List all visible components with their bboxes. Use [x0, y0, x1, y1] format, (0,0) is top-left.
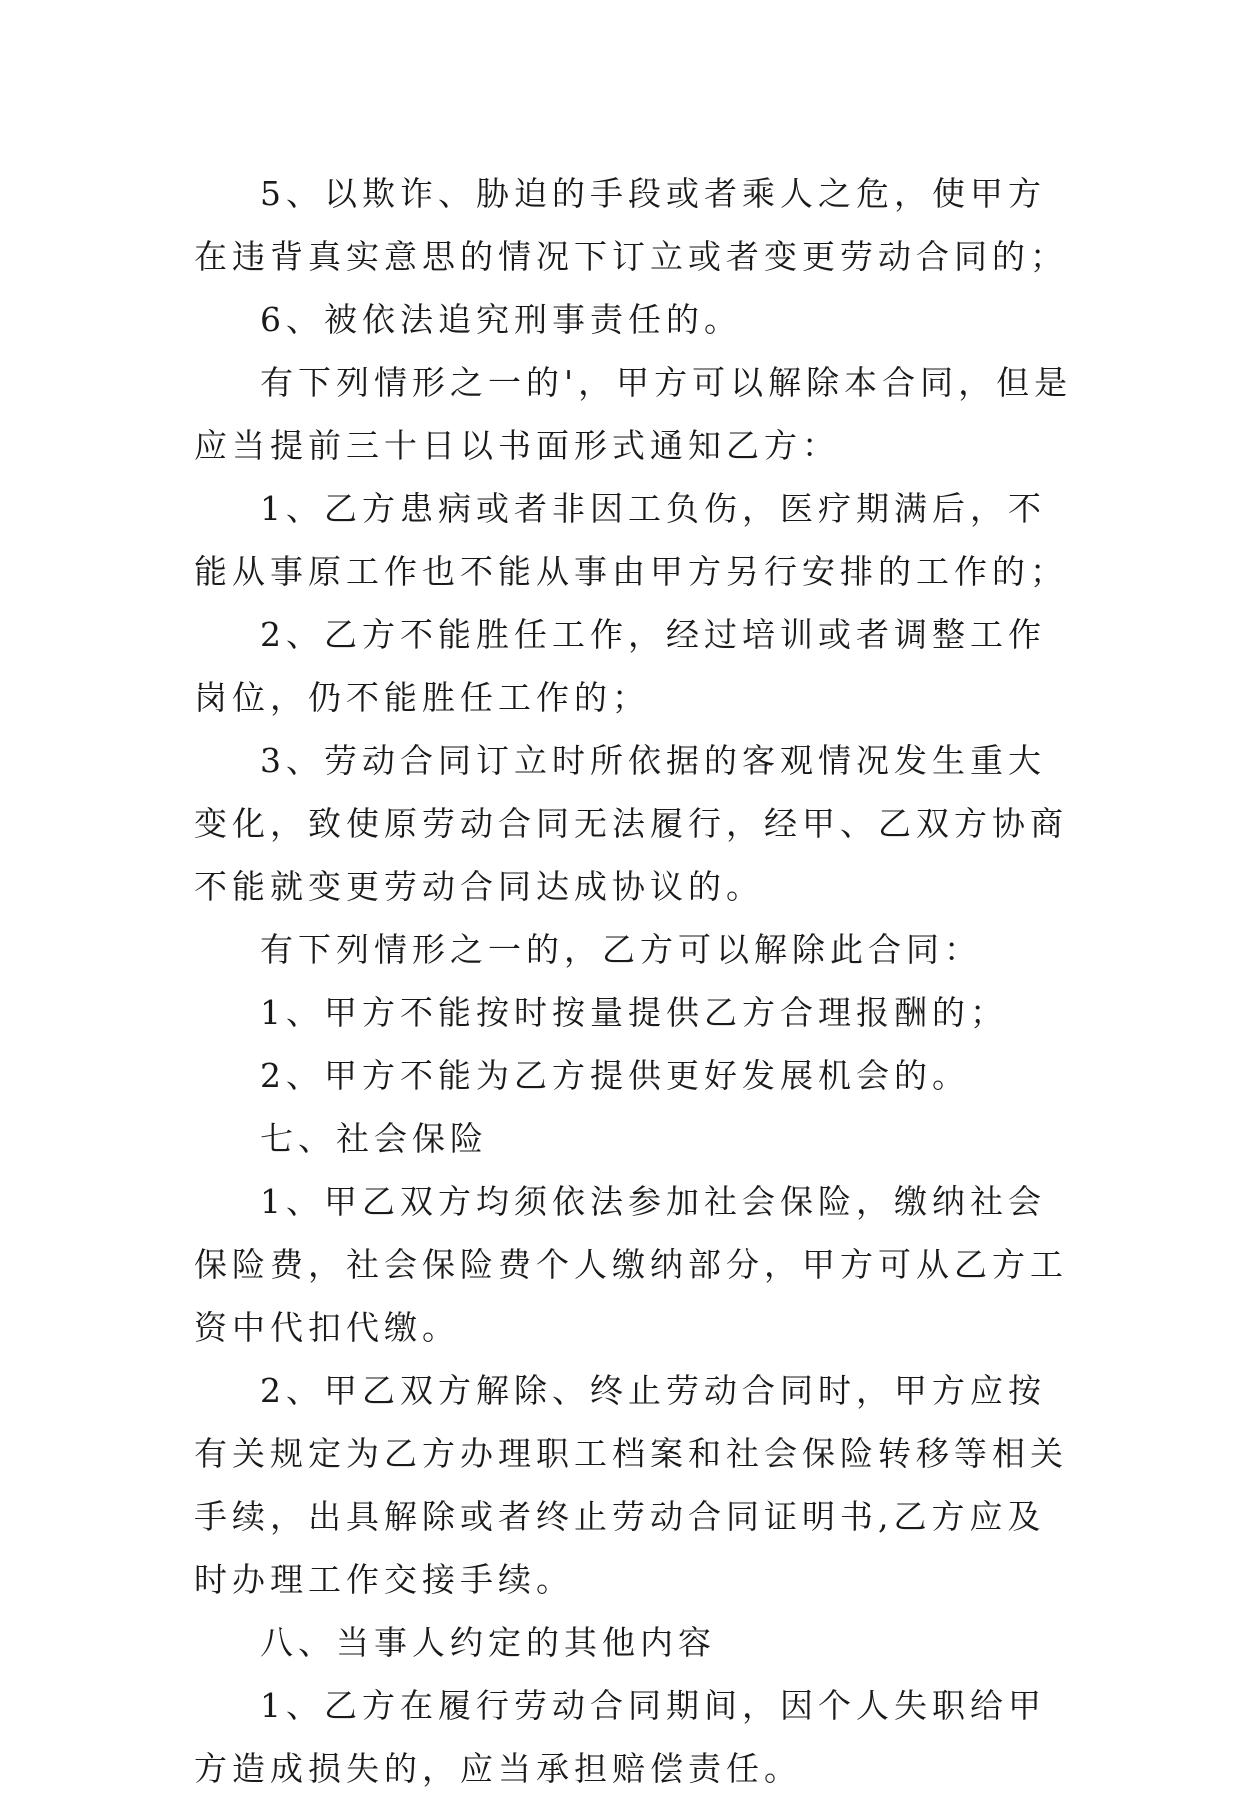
paragraph-insurance-item-1: 1、甲乙双方均须依法参加社会保险，缴纳社会保险费，社会保险费个人缴纳部分，甲方可从乙方工资中代扣代缴。	[194, 1182, 1068, 1347]
paragraph-insurance-item-2: 2、甲乙双方解除、终止劳动合同时，甲方应按有关规定为乙方办理职工档案和社会保险转移等相关手续，出具解除或者终止劳动合同证明书,乙方应及时办理工作交接手续。	[194, 1371, 1068, 1599]
paragraph-employee-termination: 有下列情形之一的，乙方可以解除此合同：	[260, 930, 982, 969]
paragraph-other-item-1: 1、乙方在履行劳动合同期间，因个人失职给甲方造成损失的，应当承担赔偿责任。	[194, 1686, 1046, 1788]
paragraph-notice-item-3: 3、劳动合同订立时所依据的客观情况发生重大变化，致使原劳动合同无法履行，经甲、乙双方协商不能就变更劳动合同达成协议的。	[194, 741, 1068, 906]
paragraph-clause-6: 6、被依法追究刑事责任的。	[260, 300, 742, 339]
document-body	[194, 162, 1074, 1800]
paragraph-notice-item-1: 1、乙方患病或者非因工负伤，医疗期满后，不能从事原工作也不能从事由甲方另行安排的工作的；	[194, 489, 1068, 591]
section-heading-other-terms: 八、当事人约定的其他内容	[260, 1623, 716, 1662]
paragraph-employee-item-1: 1、甲方不能按时按量提供乙方合理报酬的；	[260, 993, 1008, 1032]
paragraph-employee-item-2: 2、甲方不能为乙方提供更好发展机会的。	[260, 1056, 970, 1095]
section-heading-social-insurance: 七、社会保险	[260, 1119, 488, 1158]
paragraph-clause-5: 5、以欺诈、胁迫的手段或者乘人之危，使甲方在违背真实意思的情况下订立或者变更劳动合同的；	[194, 174, 1068, 276]
paragraph-employer-notice-termination: 有下列情形之一的'，甲方可以解除本合同，但是应当提前三十日以书面形式通知乙方：	[194, 363, 1073, 465]
paragraph-notice-item-2: 2、乙方不能胜任工作，经过培训或者调整工作岗位，仍不能胜任工作的；	[194, 615, 1046, 717]
